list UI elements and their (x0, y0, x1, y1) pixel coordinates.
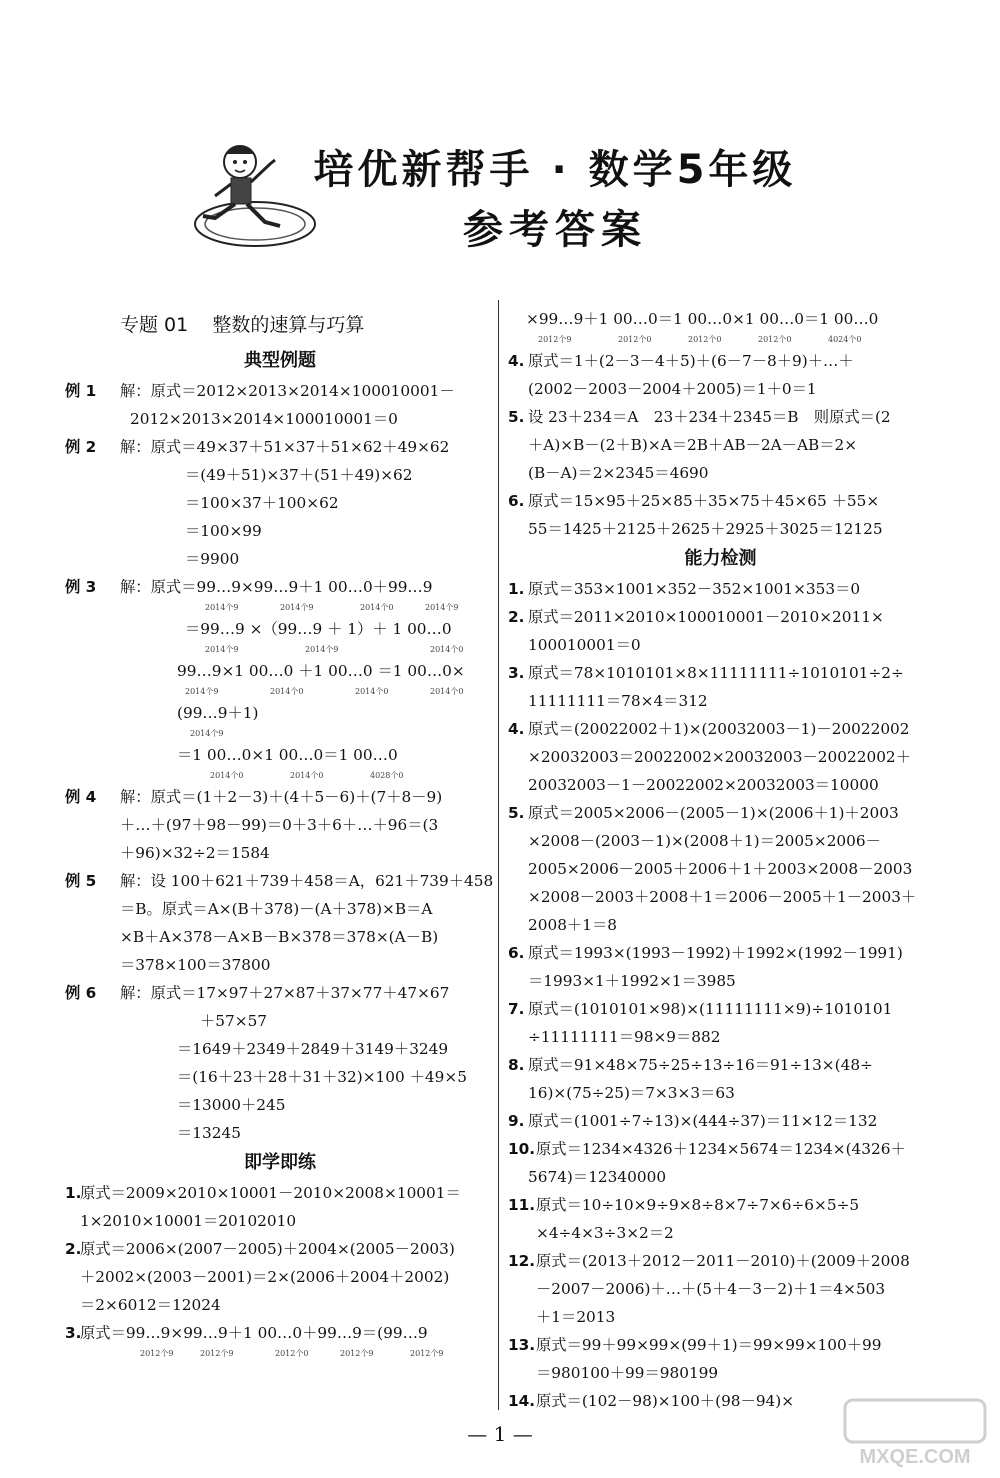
underbrace-note: 2012个9 (340, 1349, 374, 1358)
item-text: 原式＝353×1001×352－352×1001×353＝0 (528, 580, 861, 598)
section-heading-ability: 能力检测 (684, 548, 757, 569)
list-item (508, 743, 933, 771)
item-label: 例 5 (65, 872, 97, 890)
item-text: 原式＝(1001÷7÷13)×(444÷37)＝11×12＝132 (528, 1112, 878, 1130)
underbrace-notes (65, 643, 495, 657)
list-item (508, 855, 933, 883)
item-text: 原式＝2011×2010×100010001－2010×2011× (528, 608, 884, 626)
list-item (65, 1035, 495, 1063)
item-label: 4. (508, 352, 525, 370)
item-text: ＝1993×1＋1992×1＝3985 (528, 972, 736, 990)
list-item (508, 995, 933, 1023)
list-item (65, 783, 495, 811)
item-text: ×4÷4×3÷3×2＝2 (536, 1224, 674, 1242)
item-text: 11111111＝78×4＝312 (528, 692, 708, 710)
item-text: 1×2010×10001＝20102010 (80, 1212, 297, 1230)
list-item (65, 699, 495, 727)
underbrace-note: 2012个0 (758, 335, 792, 344)
underbrace-note: 2014个0 (210, 771, 244, 780)
underbrace-note: 2014个9 (205, 645, 239, 654)
item-text: 2005×2006－2005＋2006＋1＋2003×2008－2003 (528, 860, 913, 878)
list-item (65, 979, 495, 1007)
item-text: ＝(16＋23＋28＋31＋32)×100 ＋49×5 (177, 1068, 467, 1086)
item-text: ÷11111111＝98×9＝882 (528, 1028, 721, 1046)
item-text: ＝1649＋2349＋2849＋3149＋3249 (177, 1040, 449, 1058)
item-text: ＝100×37＋100×62 (185, 494, 339, 512)
underbrace-notes (65, 1347, 495, 1361)
item-text: 原式＝78×1010101×8×11111111÷1010101÷2÷ (528, 664, 904, 682)
list-item (65, 1291, 495, 1319)
list-item (65, 1179, 495, 1207)
underbrace-note: 2012个9 (200, 1349, 234, 1358)
list-item (65, 1235, 495, 1263)
list-item (65, 741, 495, 769)
item-label: 2. (65, 1240, 82, 1258)
list-item (508, 631, 933, 659)
item-text: (B－A)＝2×2345＝4690 (528, 464, 709, 482)
item-label: 10. (508, 1140, 536, 1158)
list-item (508, 1275, 933, 1303)
underbrace-note: 2014个9 (280, 603, 314, 612)
underbrace-note: 2012个9 (140, 1349, 174, 1358)
item-text: ＝1 00…0×1 00…0＝1 00…0 (177, 746, 398, 764)
item-label: 6. (508, 492, 525, 510)
item-text: 原式＝91×48×75÷25÷13÷16＝91÷13×(48÷ (528, 1056, 873, 1074)
right-column (508, 305, 933, 1415)
underbrace-note: 2014个0 (355, 687, 389, 696)
underbrace-note: 2012个0 (688, 335, 722, 344)
underbrace-note: 2014个0 (290, 771, 324, 780)
list-item (508, 1135, 933, 1163)
item-text: 解：原式＝17×97＋27×87＋37×77＋47×67 (120, 984, 450, 1002)
list-item (65, 811, 495, 839)
item-text: 16)×(75÷25)＝7×3×3＝63 (528, 1084, 735, 1102)
list-item (508, 375, 933, 403)
item-label: 3. (65, 1324, 82, 1342)
list-item (65, 1319, 495, 1347)
list-item (508, 459, 933, 487)
item-text: 原式＝2005×2006－(2005－1)×(2006＋1)＋2003 (528, 804, 899, 822)
item-text: 100010001＝0 (528, 636, 641, 654)
list-item (65, 1091, 495, 1119)
list-item (508, 603, 933, 631)
item-label: 5. (508, 408, 525, 426)
item-text: 解：原式＝(1＋2－3)＋(4＋5－6)＋(7＋8－9) (120, 788, 443, 806)
item-text: ＝378×100＝37800 (120, 956, 271, 974)
item-label: 4. (508, 720, 525, 738)
underbrace-notes (508, 333, 933, 347)
item-text: ＋96)×32÷2＝1584 (120, 844, 270, 862)
item-label: 11. (508, 1196, 536, 1214)
list-item (508, 1051, 933, 1079)
list-item (508, 1023, 933, 1051)
book-title: 培优新帮手 · 数学5年级 (313, 147, 797, 193)
item-label: 例 1 (65, 382, 97, 400)
underbrace-note: 4028个0 (370, 771, 404, 780)
chapter-heading (65, 305, 495, 345)
underbrace-note: 2014个9 (305, 645, 339, 654)
item-text: ×B＋A×378－A×B－B×378＝378×(A－B) (120, 928, 439, 946)
section-heading-practice: 即学即练 (244, 1152, 316, 1173)
item-text: ＝100×99 (185, 522, 262, 540)
item-text: ＝99…9 ×（99…9 ＋ 1）＋ 1 00…0 (185, 620, 452, 638)
underbrace-notes (65, 685, 495, 699)
section-heading-examples: 典型例题 (244, 350, 316, 371)
list-item (508, 715, 933, 743)
item-text: 原式＝2009×2010×10001－2010×2008×10001＝ (80, 1184, 461, 1202)
underbrace-note: 2012个9 (410, 1349, 444, 1358)
list-item (65, 1007, 495, 1035)
chapter-title: 整数的速算与巧算 (212, 314, 365, 336)
item-label: 例 3 (65, 578, 97, 596)
item-label: 例 6 (65, 984, 97, 1002)
list-item (508, 305, 933, 333)
list-item (508, 1107, 933, 1135)
underbrace-note: 2012个0 (275, 1349, 309, 1358)
list-item (508, 883, 933, 911)
list-item (508, 1219, 933, 1247)
list-item (508, 1303, 933, 1331)
list-item (65, 377, 495, 405)
list-item (65, 1207, 495, 1235)
list-item (508, 799, 933, 827)
list-item (508, 1359, 933, 1387)
item-text: 原式＝1993×(1993－1992)＋1992×(1992－1991) (528, 944, 903, 962)
item-text: 原式＝15×95＋25×85＋35×75＋45×65 ＋55× (528, 492, 880, 510)
item-text: 原式＝1＋(2－3－4＋5)＋(6－7－8＋9)＋…＋ (528, 352, 854, 370)
list-item (508, 403, 933, 431)
list-item (508, 1331, 933, 1359)
list-item (65, 1263, 495, 1291)
item-text: ×20032003＝20022002×20032003－20022002＋ (528, 748, 911, 766)
item-text: ×2008－2003＋2008＋1＝2006－2005＋1－2003＋ (528, 888, 917, 906)
underbrace-note: 2014个9 (190, 729, 224, 738)
list-item (65, 1063, 495, 1091)
list-item (508, 1079, 933, 1107)
item-text: 原式＝(102－98)×100＋(98－94)× (536, 1392, 795, 1410)
item-text: 原式＝99…9×99…9＋1 00…0＋99…9＝(99…9 (80, 1324, 428, 1342)
item-text: 99…9×1 00…0 ＋1 00…0 ＝1 00…0× (177, 662, 465, 680)
list-item (508, 659, 933, 687)
item-text: 原式＝(1010101×98)×(11111111×9)÷1010101 (528, 1000, 893, 1018)
list-item (508, 515, 933, 543)
list-item (65, 461, 495, 489)
item-label: 12. (508, 1252, 536, 1270)
item-text: ＋A)×B－(2＋B)×A＝2B＋AB－2A－AB＝2× (528, 436, 858, 454)
underbrace-note: 2014个0 (270, 687, 304, 696)
item-text: ＝980100＋99＝980199 (536, 1364, 719, 1382)
item-text: 解：原式＝99…9×99…9＋1 00…0＋99…9 (120, 578, 433, 596)
watermark-logo (840, 1395, 990, 1475)
item-label: 13. (508, 1336, 536, 1354)
svg-text:MXQE.COM: MXQE.COM (859, 1446, 971, 1468)
list-item (65, 895, 495, 923)
item-text: ＝13245 (177, 1124, 241, 1142)
item-text: 原式＝10÷10×9÷9×8÷8×7÷7×6÷6×5÷5 (536, 1196, 860, 1214)
item-text: 原式＝99＋99×99×(99＋1)＝99×99×100＋99 (536, 1336, 882, 1354)
item-label: 3. (508, 664, 525, 682)
item-text: －2007－2006)＋…＋(5＋4－3－2)＋1＝4×503 (536, 1280, 886, 1298)
item-text: ＝2×6012＝12024 (80, 1296, 221, 1314)
item-text: (2002－2003－2004＋2005)＝1＋0＝1 (528, 380, 817, 398)
list-item (508, 575, 933, 603)
underbrace-note: 4024个0 (828, 335, 862, 344)
list-item (508, 939, 933, 967)
list-item (65, 517, 495, 545)
item-text: 2012×2013×2014×100010001＝0 (130, 410, 398, 428)
item-text: 原式＝1234×4326＋1234×5674＝1234×(4326＋ (536, 1140, 906, 1158)
list-item (65, 657, 495, 685)
list-item (508, 827, 933, 855)
item-text: 原式＝2006×(2007－2005)＋2004×(2005－2003) (80, 1240, 455, 1258)
list-item (508, 487, 933, 515)
underbrace-notes (65, 601, 495, 615)
item-text: ＋2002×(2003－2001)＝2×(2006＋2004＋2002) (80, 1268, 450, 1286)
item-text: ＝B。原式＝A×(B＋378)－(A＋378)×B＝A (120, 900, 433, 918)
left-column (65, 305, 495, 1361)
item-text: ＝(49＋51)×37＋(51＋49)×62 (185, 466, 413, 484)
item-text: ＋57×57 (200, 1012, 268, 1030)
item-label: 5. (508, 804, 525, 822)
item-text: 解：原式＝2012×2013×2014×100010001－ (120, 382, 455, 400)
list-item (508, 347, 933, 375)
underbrace-note: 2014个9 (205, 603, 239, 612)
underbrace-notes (65, 727, 495, 741)
item-label: 7. (508, 1000, 525, 1018)
item-text: ＝9900 (185, 550, 240, 568)
title-block (0, 120, 1000, 260)
item-text: ＋1＝2013 (536, 1308, 616, 1326)
list-item (508, 687, 933, 715)
list-item (65, 839, 495, 867)
item-label: 2. (508, 608, 525, 626)
item-label: 14. (508, 1392, 536, 1410)
list-item (508, 431, 933, 459)
list-item (65, 615, 495, 643)
column-divider (498, 300, 499, 1410)
item-text: ×2008－(2003－1)×(2008＋1)＝2005×2006－ (528, 832, 881, 850)
list-item (508, 911, 933, 939)
item-label: 例 2 (65, 438, 97, 456)
list-item (508, 1163, 933, 1191)
page-number: — 1 — (467, 1422, 533, 1446)
list-item (508, 1191, 933, 1219)
item-label: 8. (508, 1056, 525, 1074)
item-text: 解：设 100＋621＋739＋458＝A，621＋739＋458 (120, 872, 494, 890)
underbrace-note: 2014个9 (425, 603, 459, 612)
underbrace-note: 2014个0 (430, 645, 464, 654)
underbrace-note: 2014个0 (360, 603, 394, 612)
list-item (65, 405, 495, 433)
list-item (65, 867, 495, 895)
item-text: ＋…＋(97＋98－99)＝0＋3＋6＋…＋96＝(3 (120, 816, 439, 834)
item-text: 原式＝(2013＋2012－2011－2010)＋(2009＋2008 (536, 1252, 910, 1270)
underbrace-note: 2014个9 (185, 687, 219, 696)
underbrace-note: 2014个0 (430, 687, 464, 696)
book-subtitle: 参考答案 (463, 207, 647, 253)
item-text: ×99…9＋1 00…0＝1 00…0×1 00…0＝1 00…0 (526, 310, 879, 328)
list-item (508, 967, 933, 995)
list-item (65, 923, 495, 951)
item-text: 55＝1425＋2125＋2625＋2925＋3025＝12125 (528, 520, 883, 538)
item-text: 原式＝(20022002＋1)×(20032003－1)－20022002 (528, 720, 910, 738)
list-item (65, 951, 495, 979)
item-text: 解：原式＝49×37＋51×37＋51×62＋49×62 (120, 438, 450, 456)
list-item (65, 545, 495, 573)
item-label: 6. (508, 944, 525, 962)
underbrace-note: 2012个0 (618, 335, 652, 344)
list-item (508, 1247, 933, 1275)
item-text: (99…9＋1) (177, 704, 259, 722)
item-text: ＝13000＋245 (177, 1096, 286, 1114)
item-label: 9. (508, 1112, 525, 1130)
underbrace-note: 2012个9 (538, 335, 572, 344)
item-label: 1. (508, 580, 525, 598)
item-text: 2008＋1＝8 (528, 916, 617, 934)
item-label: 例 4 (65, 788, 97, 806)
list-item (65, 1119, 495, 1147)
item-text: 5674)＝12340000 (528, 1168, 667, 1186)
item-text: 20032003－1－20022002×20032003＝10000 (528, 776, 879, 794)
list-item (508, 771, 933, 799)
chapter-number: 专题 01 (120, 314, 189, 336)
item-label: 1. (65, 1184, 82, 1202)
underbrace-notes (65, 769, 495, 783)
list-item (65, 433, 495, 461)
list-item (65, 489, 495, 517)
list-item (65, 573, 495, 601)
item-text: 设 23＋234＝A 23＋234＋2345＝B 则原式＝(2 (528, 408, 891, 426)
